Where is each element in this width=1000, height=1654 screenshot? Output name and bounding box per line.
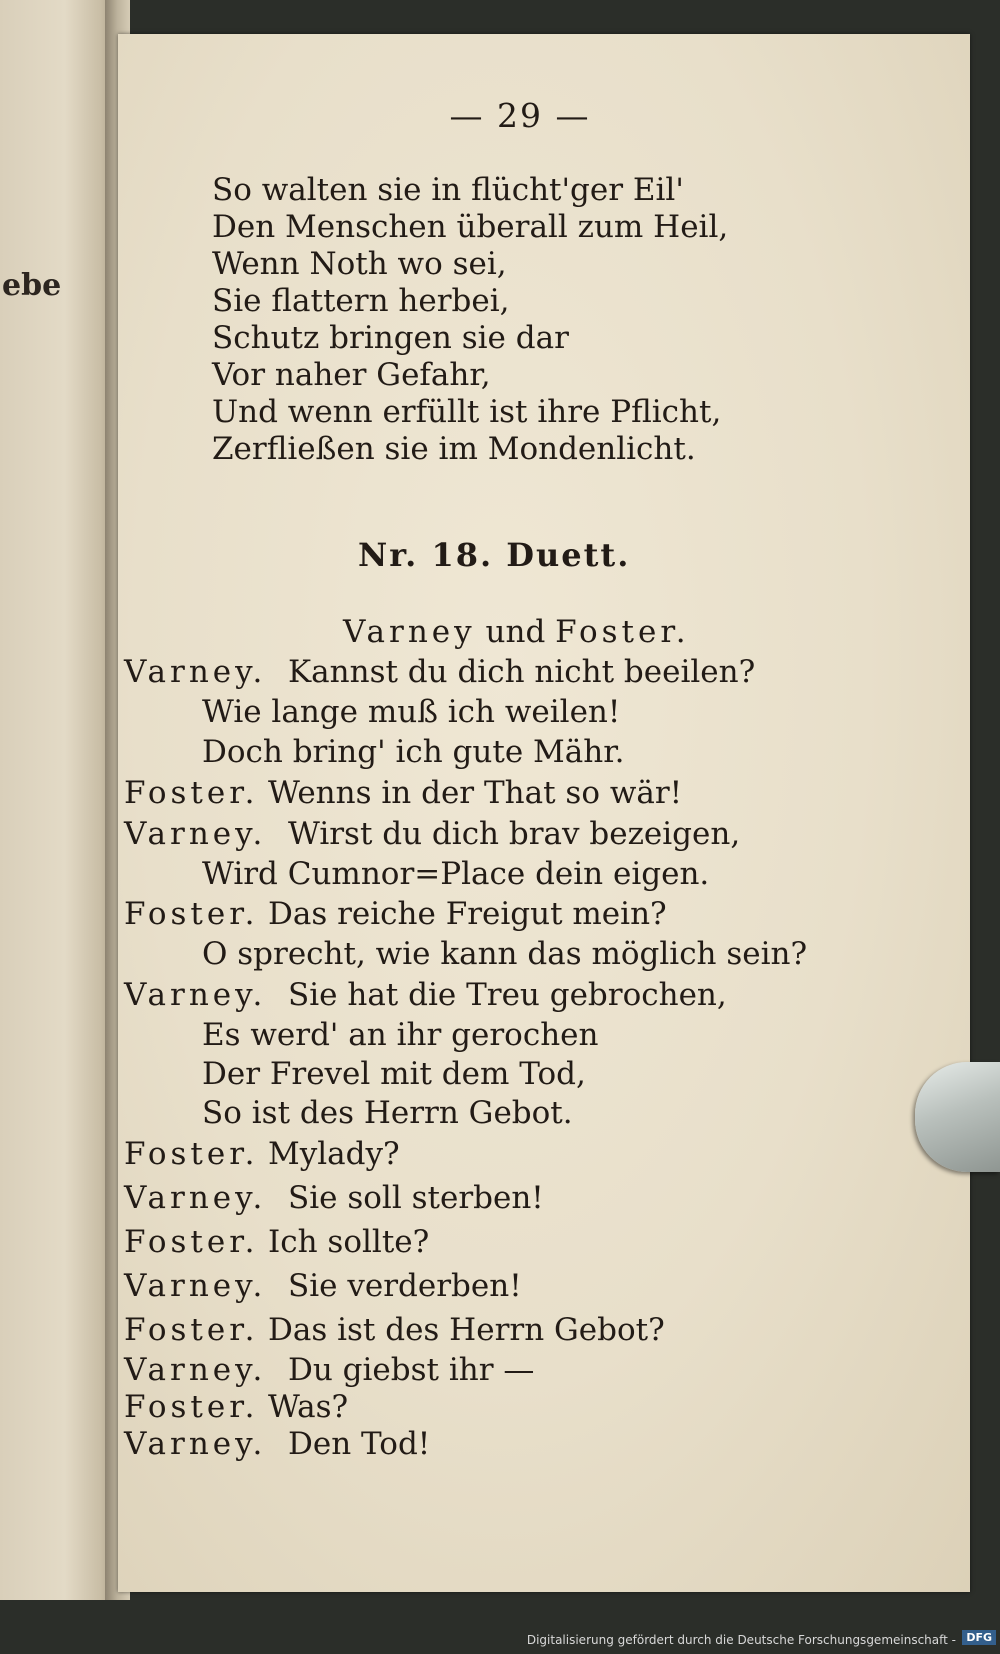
page-number: — 29 —: [449, 96, 591, 135]
verse-line: Vor naher Gefahr,: [212, 357, 491, 393]
section-subheading: [343, 614, 690, 650]
speaker-label: Varney.: [124, 1426, 267, 1462]
speaker-label: Varney.: [124, 816, 267, 852]
speaker-label: Varney.: [124, 654, 267, 690]
verse-line: Den Menschen überall zum Heil,: [212, 209, 729, 245]
subheading-conjunction: und: [485, 614, 546, 650]
dialogue-line: Ich sollte?: [268, 1224, 430, 1260]
dialogue-line: Du giebst ihr —: [288, 1352, 535, 1388]
dialogue-line: Was?: [268, 1389, 349, 1425]
dialogue-line: Das reiche Freigut mein?: [268, 896, 667, 932]
dialogue-line: Den Tod!: [288, 1426, 431, 1462]
dialogue-line: Sie hat die Treu gebrochen,: [288, 977, 727, 1013]
subheading-name-b: Foster.: [555, 614, 690, 650]
speaker-label: Varney.: [124, 977, 267, 1013]
facing-page: [0, 0, 118, 1600]
speaker-label: Foster.: [124, 1389, 259, 1425]
speaker-label: Varney.: [124, 1180, 267, 1216]
subheading-name-a: Varney: [343, 614, 476, 650]
dialogue-line: Kannst du dich nicht beeilen?: [288, 654, 756, 690]
dialogue-line: Mylady?: [268, 1136, 400, 1172]
verse-line: Sie flattern herbei,: [212, 283, 510, 319]
dialogue-line: Wirst du dich brav bezeigen,: [288, 816, 741, 852]
verse-line: So walten sie in flücht'ger Eil': [212, 172, 684, 208]
speaker-label: Foster.: [124, 775, 259, 811]
dialogue-line: Wie lange muß ich weilen!: [202, 694, 621, 730]
dialogue-line: Sie soll sterben!: [288, 1180, 544, 1216]
speaker-label: Foster.: [124, 1136, 259, 1172]
speaker-label: Foster.: [124, 1312, 259, 1348]
book-page: [118, 34, 970, 1592]
verse-line: Wenn Noth wo sei,: [212, 246, 507, 282]
section-heading: Nr. 18. Duett.: [358, 536, 631, 574]
verse-line: Und wenn erfüllt ist ihre Pflicht,: [212, 394, 722, 430]
speaker-label: Foster.: [124, 896, 259, 932]
dialogue-line: Wird Cumnor=Place dein eigen.: [202, 856, 710, 892]
dialogue-line: Sie verderben!: [288, 1268, 522, 1304]
dialogue-line: O sprecht, wie kann das möglich sein?: [202, 936, 808, 972]
verse-line: Zerfließen sie im Mondenlicht.: [212, 431, 696, 467]
dialogue-line: Es werd' an ihr gerochen: [202, 1017, 599, 1053]
dialogue-line: Wenns in der That so wär!: [268, 775, 683, 811]
dialogue-line: Doch bring' ich gute Mähr.: [202, 734, 625, 770]
speaker-label: Varney.: [124, 1268, 267, 1304]
speaker-label: Varney.: [124, 1352, 267, 1388]
facing-page-text-fragment: ebe: [2, 268, 62, 303]
dialogue-line: Das ist des Herrn Gebot?: [268, 1312, 665, 1348]
dialogue-line: Der Frevel mit dem Tod,: [202, 1056, 586, 1092]
digitization-credit: Digitalisierung gefördert durch die Deutsche Forschungsgemeinschaft -: [526, 1633, 956, 1647]
dialogue-line: So ist des Herrn Gebot.: [202, 1095, 573, 1131]
speaker-label: Foster.: [124, 1224, 259, 1260]
dfg-logo: DFG: [962, 1630, 996, 1645]
verse-line: Schutz bringen sie dar: [212, 320, 569, 356]
